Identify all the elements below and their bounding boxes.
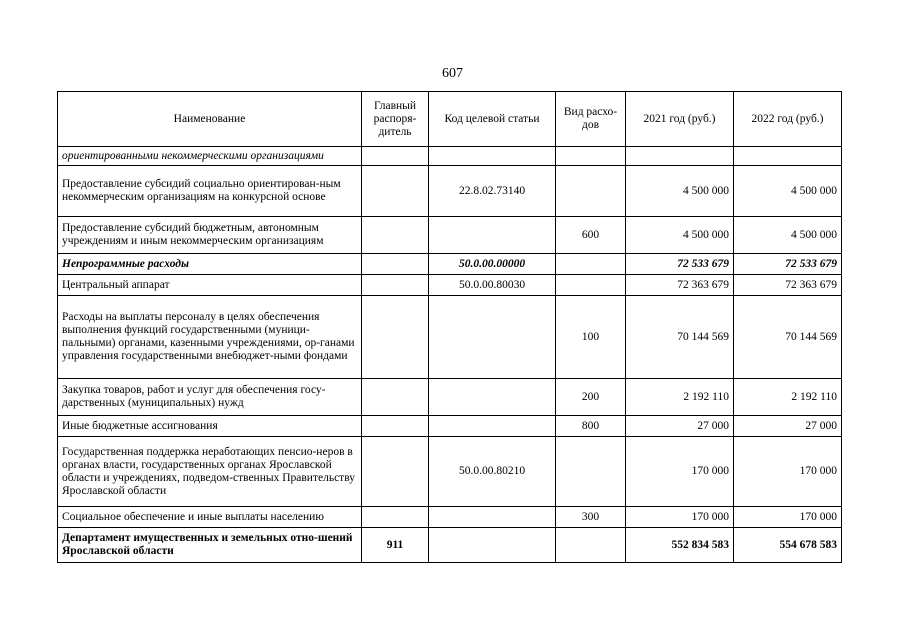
row-name-cell: Социальное обеспечение и иные выплаты населению [58,507,362,528]
row-name-cell: ориентированными некоммерческими организациями [58,147,362,166]
row-name-cell: Предоставление субсидий социально ориентирован-ным некоммерческим организациям на конкурсной основе [58,166,362,217]
table-row [58,379,842,416]
row-2021-cell: 4 500 000 [626,166,734,217]
row-2021-cell: 552 834 583 [626,528,734,563]
row-2022-cell: 4 500 000 [734,166,842,217]
row-code-cell [429,507,556,528]
row-2022-cell: 554 678 583 [734,528,842,563]
row-2022-cell [734,147,842,166]
row-2021-cell: 70 144 569 [626,296,734,379]
row-type-cell: 200 [556,379,626,416]
row-2021-cell: 72 533 679 [626,254,734,275]
row-name-cell: Иные бюджетные ассигнования [58,416,362,437]
table-row [58,416,842,437]
row-2022-cell: 2 192 110 [734,379,842,416]
table-row [58,275,842,296]
row-name-cell: Закупка товаров, работ и услуг для обеспечения госу-дарственных (муниципальных) нужд [58,379,362,416]
table-row [58,507,842,528]
row-2021-cell: 72 363 679 [626,275,734,296]
row-type-cell: 100 [556,296,626,379]
table-row [58,166,842,217]
table-row [58,296,842,379]
row-2021-cell: 2 192 110 [626,379,734,416]
row-type-cell [556,166,626,217]
row-code-cell: 50.0.00.80210 [429,437,556,507]
row-type-cell: 800 [556,416,626,437]
row-admin-cell [362,217,429,254]
row-2021-cell: 4 500 000 [626,217,734,254]
row-2022-cell: 72 533 679 [734,254,842,275]
header-2021: 2021 год (руб.) [626,92,734,147]
budget-table [57,91,842,563]
table-header-row [58,92,842,147]
row-2022-cell: 170 000 [734,507,842,528]
row-type-cell: 600 [556,217,626,254]
row-admin-cell [362,379,429,416]
row-type-cell [556,275,626,296]
row-code-cell [429,296,556,379]
page-number: 607 [442,66,463,81]
row-type-cell [556,254,626,275]
table-row [58,217,842,254]
row-admin-cell: 911 [362,528,429,563]
header-code: Код целевой статьи [429,92,556,147]
row-code-cell: 50.0.00.00000 [429,254,556,275]
row-admin-cell [362,275,429,296]
row-2022-cell: 170 000 [734,437,842,507]
row-admin-cell [362,416,429,437]
row-admin-cell [362,507,429,528]
row-name-cell: Государственная поддержка неработающих пенсио-неров в органах власти, государственных органах Ярославской области и учреждениях, подведом-ственных Правительству Ярославской области [58,437,362,507]
row-type-cell [556,437,626,507]
row-2022-cell: 27 000 [734,416,842,437]
header-name: Наименование [58,92,362,147]
row-2022-cell: 72 363 679 [734,275,842,296]
table-row [58,528,842,563]
row-admin-cell [362,437,429,507]
row-type-cell: 300 [556,507,626,528]
row-type-cell [556,147,626,166]
row-admin-cell [362,147,429,166]
row-name-cell: Непрограммные расходы [58,254,362,275]
table-body [58,147,842,563]
row-2021-cell [626,147,734,166]
row-code-cell: 22.8.02.73140 [429,166,556,217]
row-2021-cell: 170 000 [626,437,734,507]
row-type-cell [556,528,626,563]
row-code-cell [429,528,556,563]
row-code-cell [429,379,556,416]
row-code-cell [429,147,556,166]
row-2022-cell: 4 500 000 [734,217,842,254]
table-row [58,254,842,275]
header-type: Вид расхо-дов [556,92,626,147]
row-code-cell: 50.0.00.80030 [429,275,556,296]
row-name-cell: Расходы на выплаты персоналу в целях обеспечения выполнения функций государственными (муници-пальными) органами, казенными учреждениями, ор-ганами управления государственными внебюджет-ными фондами [58,296,362,379]
row-2021-cell: 27 000 [626,416,734,437]
row-admin-cell [362,296,429,379]
header-admin: Главный распоря-дитель [362,92,429,147]
table-row [58,437,842,507]
row-code-cell [429,217,556,254]
row-2021-cell: 170 000 [626,507,734,528]
row-name-cell: Предоставление субсидий бюджетным, автономным учреждениям и иным некоммерческим организациям [58,217,362,254]
row-admin-cell [362,254,429,275]
row-name-cell: Центральный аппарат [58,275,362,296]
header-2022: 2022 год (руб.) [734,92,842,147]
row-admin-cell [362,166,429,217]
row-2022-cell: 70 144 569 [734,296,842,379]
table-row [58,147,842,166]
row-name-cell: Департамент имущественных и земельных отно-шений Ярославской области [58,528,362,563]
row-code-cell [429,416,556,437]
